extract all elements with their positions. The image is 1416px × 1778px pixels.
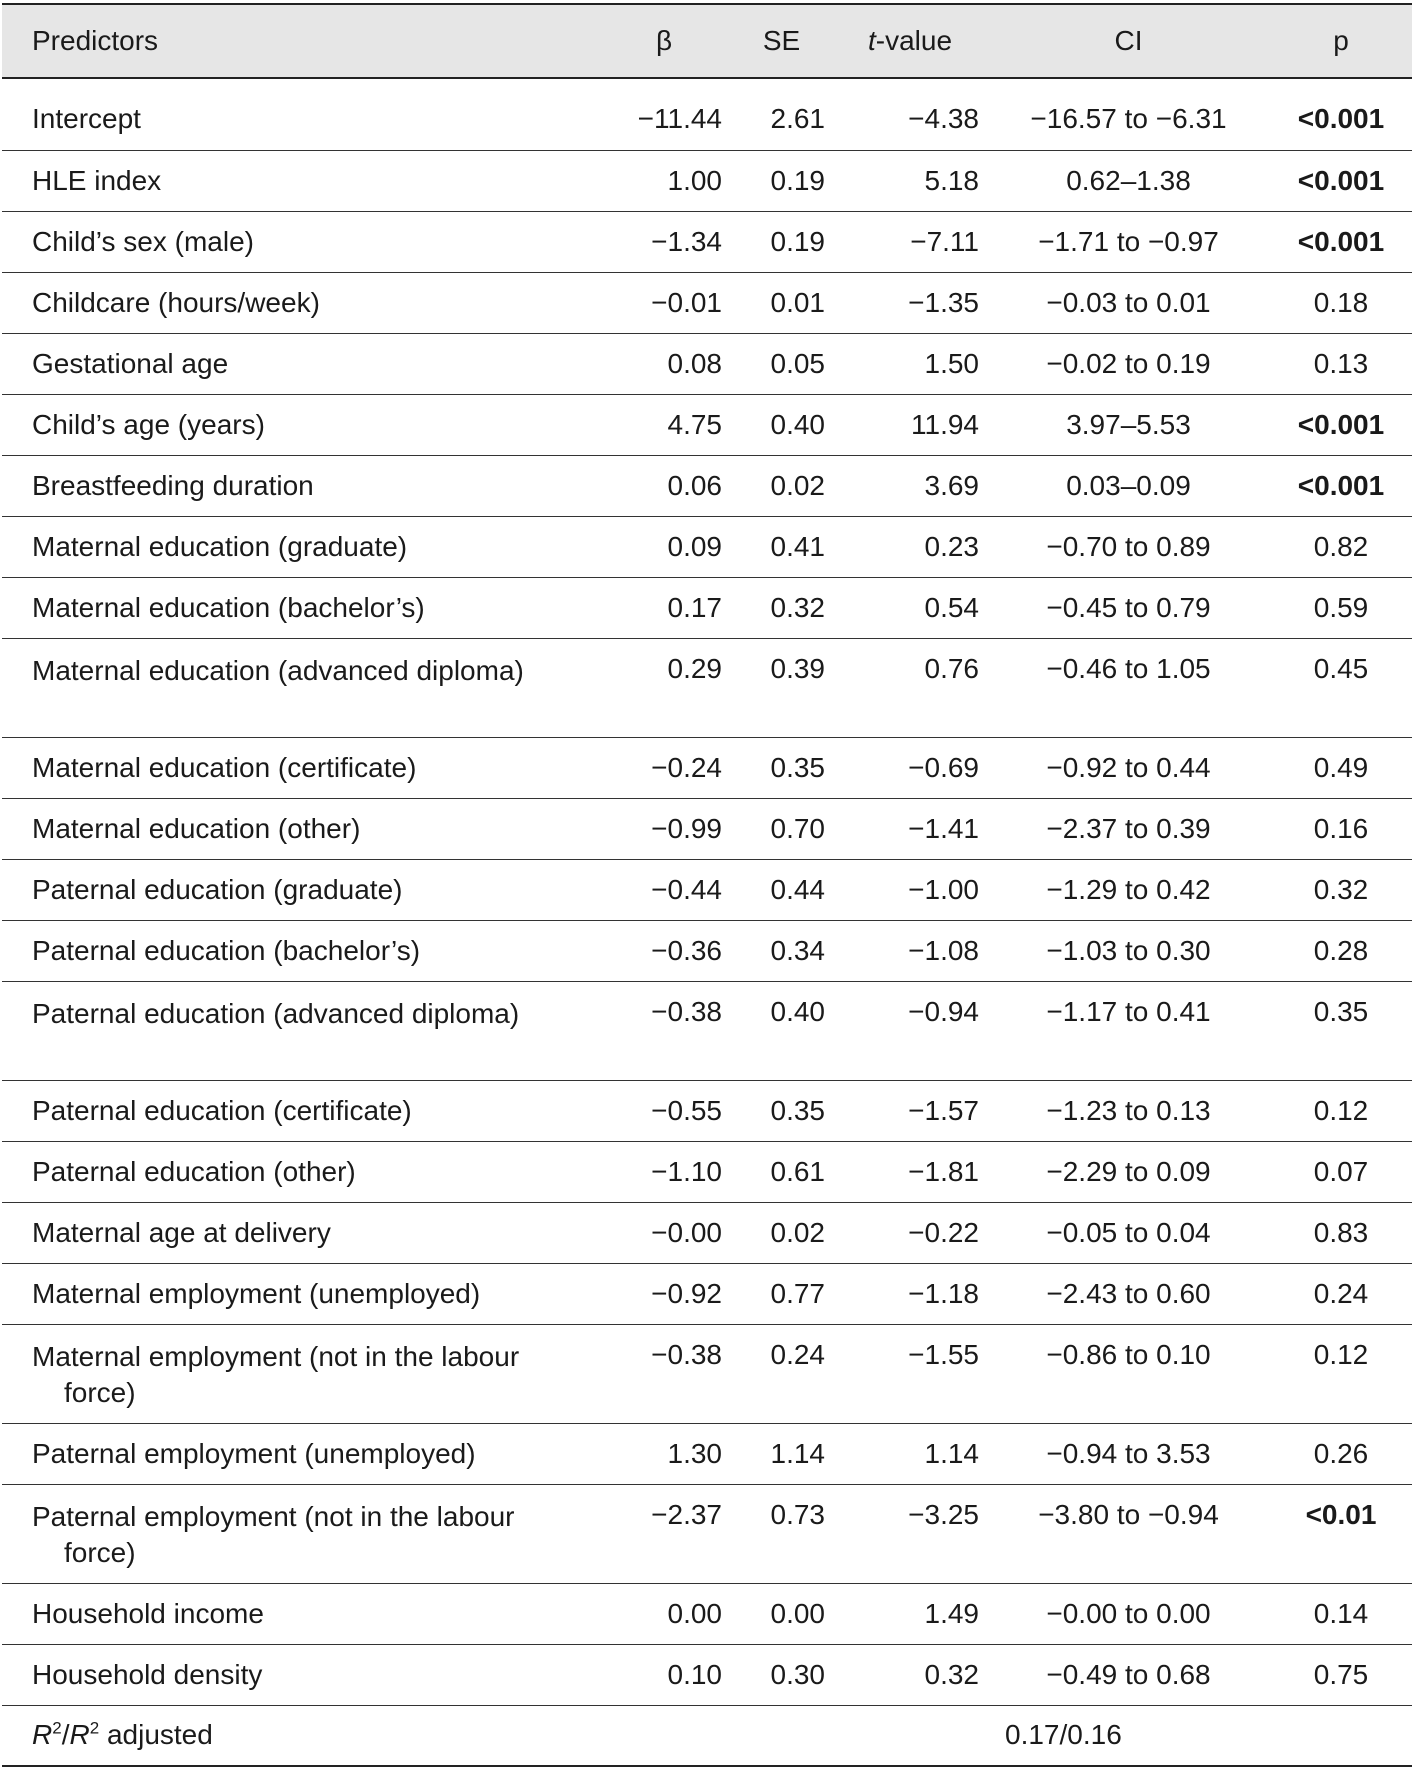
ci-cell: −16.57 to −6.31 — [1030, 103, 1227, 135]
ci-cell: −0.02 to 0.19 — [1046, 347, 1211, 379]
predictor-cell — [2, 1141, 598, 1202]
table-row — [2, 1141, 1412, 1202]
predictor-cell — [2, 150, 598, 211]
beta-cell: −1.10 — [651, 1155, 722, 1187]
predictor-cell — [2, 920, 598, 981]
beta-cell: 1.30 — [667, 1437, 722, 1469]
predictor-cell — [2, 455, 598, 516]
table-row — [2, 737, 1412, 798]
t-value-cell: −1.18 — [908, 1277, 979, 1309]
se-cell: 0.41 — [770, 530, 825, 562]
p-value-cell: 0.28 — [1313, 934, 1369, 966]
se-cell: 0.39 — [770, 652, 825, 684]
p-value-cell: 0.13 — [1313, 347, 1369, 379]
beta-cell: −0.92 — [651, 1277, 722, 1309]
table-row — [2, 1583, 1412, 1644]
t-value-cell: −3.25 — [908, 1498, 979, 1530]
p-value-cell: 0.18 — [1313, 286, 1369, 318]
header-se: SE — [762, 25, 801, 56]
predictor-label: Maternal education (certificate) — [32, 751, 417, 783]
p-value-cell: <0.01 — [1305, 1498, 1377, 1530]
ci-cell: −0.45 to 0.79 — [1046, 591, 1211, 623]
ci-cell: −0.94 to 3.53 — [1046, 1437, 1211, 1469]
t-value-cell: −1.41 — [908, 812, 979, 844]
t-value-cell: −0.94 — [908, 995, 979, 1027]
se-cell: 0.32 — [770, 591, 825, 623]
se-cell: 0.61 — [770, 1155, 825, 1187]
se-cell: 0.40 — [770, 408, 825, 440]
beta-cell: −1.34 — [651, 225, 722, 257]
p-value-cell: 0.35 — [1313, 995, 1369, 1027]
beta-cell: −11.44 — [637, 103, 722, 135]
se-cell: 2.61 — [770, 103, 825, 135]
ci-cell: −2.29 to 0.09 — [1046, 1155, 1211, 1187]
r-squared-value: 0.17/0.16 — [1005, 1719, 1122, 1751]
predictor-cell — [2, 1644, 598, 1705]
beta-cell: −2.37 — [651, 1498, 722, 1530]
table-row — [2, 394, 1412, 455]
predictor-label: Paternal employment (not in the labour force) — [32, 1500, 515, 1568]
table-row — [2, 1263, 1412, 1324]
t-value-cell: 0.76 — [924, 652, 979, 684]
table-row — [2, 211, 1412, 272]
header-t-rest: -value — [875, 25, 953, 56]
r-squared-label: $R^2/R^2$ adjusted — [32, 1718, 213, 1751]
t-value-cell: −0.69 — [908, 751, 979, 783]
predictor-label: Maternal age at delivery — [32, 1216, 331, 1248]
p-value-cell: 0.24 — [1313, 1277, 1369, 1309]
table-row — [2, 859, 1412, 920]
se-cell: 0.35 — [770, 1094, 825, 1126]
predictor-label: Maternal employment (unemployed) — [32, 1277, 481, 1309]
table-row — [2, 577, 1412, 638]
t-value-cell: −1.08 — [908, 934, 979, 966]
se-cell: 0.44 — [770, 873, 825, 905]
predictor-cell — [2, 1080, 598, 1141]
header-beta: β — [655, 25, 673, 56]
predictor-label: Child’s sex (male) — [32, 225, 254, 257]
beta-cell: 0.08 — [667, 347, 722, 379]
t-value-cell: −1.35 — [908, 286, 979, 318]
t-value-cell: 0.23 — [924, 530, 979, 562]
beta-cell: 0.06 — [667, 469, 722, 501]
regression-table-container — [2, 3, 1412, 1767]
beta-cell: −0.00 — [651, 1216, 722, 1248]
t-value-cell: −1.57 — [908, 1094, 979, 1126]
table-row — [2, 1324, 1412, 1423]
beta-cell: −0.44 — [651, 873, 722, 905]
p-value-cell: 0.16 — [1313, 812, 1369, 844]
predictor-cell — [2, 859, 598, 920]
predictor-label: Maternal education (graduate) — [32, 530, 408, 562]
ci-cell: 3.97–5.53 — [1066, 408, 1191, 440]
beta-cell: 4.75 — [667, 408, 722, 440]
table-row — [2, 1484, 1412, 1583]
se-cell: 0.40 — [770, 995, 825, 1027]
beta-cell: −0.38 — [651, 995, 722, 1027]
t-value-cell: 1.50 — [924, 347, 979, 379]
beta-cell: −0.38 — [651, 1338, 722, 1370]
table-row — [2, 150, 1412, 211]
predictor-label: Household income — [32, 1597, 264, 1629]
ci-cell: −0.70 to 0.89 — [1046, 530, 1211, 562]
predictor-label: Maternal education (bachelor’s) — [32, 591, 425, 623]
ci-cell: −0.00 to 0.00 — [1046, 1597, 1211, 1629]
predictor-label: Household density — [32, 1658, 263, 1690]
t-value-cell: −1.55 — [908, 1338, 979, 1370]
se-cell: 0.02 — [770, 1216, 825, 1248]
ci-cell: −0.49 to 0.68 — [1046, 1658, 1211, 1690]
se-cell: 0.24 — [770, 1338, 825, 1370]
beta-cell: 0.17 — [667, 591, 722, 623]
table-row — [2, 1644, 1412, 1705]
p-value-cell: 0.49 — [1313, 751, 1369, 783]
se-cell: 0.70 — [770, 812, 825, 844]
p-value-cell: 0.26 — [1313, 1437, 1369, 1469]
p-value-cell: 0.07 — [1313, 1155, 1369, 1187]
table-row — [2, 1202, 1412, 1263]
p-value-cell: <0.001 — [1297, 164, 1385, 196]
p-value-cell: 0.59 — [1313, 591, 1369, 623]
predictor-cell — [2, 333, 598, 394]
predictor-cell — [2, 1484, 598, 1583]
beta-cell: −0.01 — [651, 286, 722, 318]
beta-cell: 1.00 — [667, 164, 722, 196]
table-row — [2, 920, 1412, 981]
table-row — [2, 638, 1412, 737]
p-value-cell: <0.001 — [1297, 103, 1385, 135]
predictor-cell — [2, 577, 598, 638]
ci-cell: −0.86 to 0.10 — [1046, 1338, 1211, 1370]
predictor-label: Paternal education (advanced diploma) — [32, 997, 520, 1029]
p-value-cell: 0.12 — [1313, 1094, 1369, 1126]
ci-cell: −0.05 to 0.04 — [1046, 1216, 1211, 1248]
predictor-cell — [2, 737, 598, 798]
predictor-label: Maternal education (other) — [32, 812, 361, 844]
t-value-cell: −4.38 — [908, 103, 979, 135]
predictor-cell — [2, 211, 598, 272]
table-row — [2, 798, 1412, 859]
predictor-label: Paternal education (graduate) — [32, 873, 403, 905]
t-value-cell: 0.54 — [924, 591, 979, 623]
predictor-cell — [2, 638, 598, 737]
ci-cell: −0.46 to 1.05 — [1046, 652, 1211, 684]
se-cell: 0.01 — [770, 286, 825, 318]
ci-cell: 0.62–1.38 — [1066, 164, 1191, 196]
ci-cell: −0.92 to 0.44 — [1046, 751, 1211, 783]
p-value-cell: 0.14 — [1313, 1597, 1369, 1629]
p-value-cell: 0.32 — [1313, 873, 1369, 905]
predictor-cell — [2, 78, 598, 150]
p-value-cell: 0.82 — [1313, 530, 1369, 562]
predictor-label: Child’s age (years) — [32, 408, 265, 440]
table-row — [2, 1423, 1412, 1484]
t-value-cell: 0.32 — [924, 1658, 979, 1690]
predictor-label: Maternal education (advanced diploma) — [32, 654, 524, 686]
predictor-label: Paternal education (bachelor’s) — [32, 934, 421, 966]
se-cell: 0.02 — [770, 469, 825, 501]
t-value-cell: 3.69 — [924, 469, 979, 501]
t-value-cell: −7.11 — [910, 225, 979, 257]
predictor-cell — [2, 516, 598, 577]
ci-cell: −1.71 to −0.97 — [1038, 225, 1219, 257]
table-row — [2, 1080, 1412, 1141]
se-cell: 0.73 — [770, 1498, 825, 1530]
t-value-cell: −1.81 — [908, 1155, 979, 1187]
beta-cell: −0.24 — [651, 751, 722, 783]
se-cell: 0.77 — [770, 1277, 825, 1309]
predictor-cell — [2, 1583, 598, 1644]
se-cell: 0.35 — [770, 751, 825, 783]
se-cell: 0.05 — [770, 347, 825, 379]
p-value-cell: <0.001 — [1297, 469, 1385, 501]
se-cell: 0.34 — [770, 934, 825, 966]
ci-cell: −3.80 to −0.94 — [1038, 1498, 1219, 1530]
t-value-cell: 11.94 — [911, 408, 979, 440]
p-value-cell: 0.75 — [1313, 1658, 1369, 1690]
header-p: p — [1333, 25, 1349, 56]
beta-cell: 0.10 — [667, 1658, 722, 1690]
t-value-cell: 1.14 — [924, 1437, 979, 1469]
predictor-cell — [2, 798, 598, 859]
p-value-cell: 0.83 — [1313, 1216, 1369, 1248]
predictor-label: Intercept — [32, 103, 141, 135]
ci-cell: −1.29 to 0.42 — [1046, 873, 1211, 905]
ci-cell: −2.37 to 0.39 — [1046, 812, 1211, 844]
ci-cell: −1.03 to 0.30 — [1046, 934, 1211, 966]
predictor-cell — [2, 272, 598, 333]
beta-cell: 0.00 — [667, 1597, 722, 1629]
table-row — [2, 455, 1412, 516]
t-value-cell: 5.18 — [924, 164, 979, 196]
se-cell: 0.19 — [770, 225, 825, 257]
predictor-label: Gestational age — [32, 347, 229, 379]
predictor-label: Paternal education (other) — [32, 1155, 356, 1187]
r-squared-row — [2, 1705, 1412, 1766]
predictor-cell — [2, 394, 598, 455]
se-cell: 0.19 — [770, 164, 825, 196]
beta-cell: −0.55 — [651, 1094, 722, 1126]
t-value-cell: 1.49 — [924, 1597, 979, 1629]
se-cell: 0.30 — [770, 1658, 825, 1690]
predictor-label: Maternal employment (not in the labour force) — [32, 1340, 520, 1408]
ci-cell: 0.03–0.09 — [1066, 469, 1191, 501]
regression-table — [2, 3, 1412, 1767]
p-value-cell: <0.001 — [1297, 408, 1385, 440]
header-predictors: Predictors — [32, 25, 159, 56]
predictor-label: Childcare (hours/week) — [32, 286, 320, 318]
table-row — [2, 272, 1412, 333]
t-value-cell: −1.00 — [908, 873, 979, 905]
p-value-cell: 0.45 — [1313, 652, 1369, 684]
t-value-cell: −0.22 — [908, 1216, 979, 1248]
table-header-row — [2, 4, 1412, 78]
predictor-cell — [2, 981, 598, 1080]
header-t-italic: t — [867, 25, 876, 56]
ci-cell: −0.03 to 0.01 — [1046, 286, 1211, 318]
table-row — [2, 981, 1412, 1080]
predictor-cell — [2, 1202, 598, 1263]
predictor-cell — [2, 1423, 598, 1484]
predictor-label: HLE index — [32, 164, 162, 196]
beta-cell: 0.09 — [667, 530, 722, 562]
beta-cell: −0.36 — [651, 934, 722, 966]
p-value-cell: 0.12 — [1313, 1338, 1369, 1370]
beta-cell: 0.29 — [667, 652, 722, 684]
predictor-label: Paternal education (certificate) — [32, 1094, 412, 1126]
header-ci: CI — [1114, 25, 1143, 56]
table-body — [2, 78, 1412, 1705]
ci-cell: −2.43 to 0.60 — [1046, 1277, 1211, 1309]
ci-cell: −1.17 to 0.41 — [1046, 995, 1211, 1027]
table-row — [2, 516, 1412, 577]
p-value-cell: <0.001 — [1297, 225, 1385, 257]
predictor-label: Paternal employment (unemployed) — [32, 1437, 476, 1469]
table-row — [2, 333, 1412, 394]
header-t-value — [833, 4, 987, 78]
predictor-cell — [2, 1324, 598, 1423]
table-row — [2, 78, 1412, 150]
predictor-label: Breastfeeding duration — [32, 469, 314, 501]
beta-cell: −0.99 — [651, 812, 722, 844]
se-cell: 1.14 — [770, 1437, 825, 1469]
se-cell: 0.00 — [770, 1597, 825, 1629]
predictor-cell — [2, 1263, 598, 1324]
ci-cell: −1.23 to 0.13 — [1046, 1094, 1211, 1126]
